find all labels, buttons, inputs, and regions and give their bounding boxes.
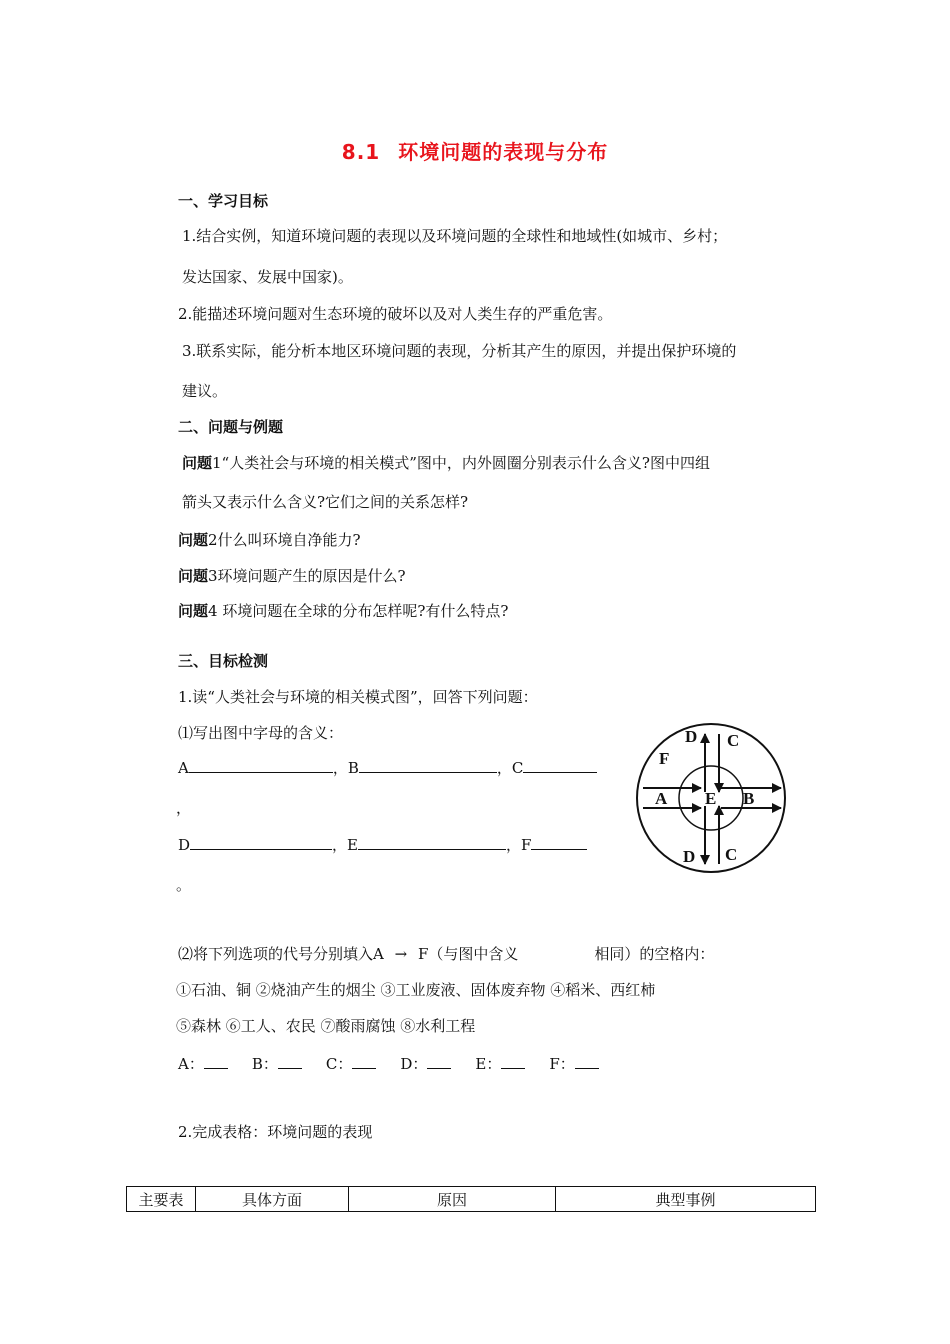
blank-a[interactable] bbox=[189, 758, 333, 773]
answer-blank-b[interactable] bbox=[278, 1054, 302, 1069]
exercise-1: 1.读“人类社会与环境的相关模式图”，回答下列问题： bbox=[178, 688, 538, 706]
label-c-top: C bbox=[727, 731, 740, 750]
exercise-1-part2: ⑵将下列选项的代号分别填入A → F（与图中含义 相同）的空格内： bbox=[178, 945, 715, 963]
table-header-cell: 典型事例 bbox=[556, 1187, 816, 1212]
table-header-cell: 主要表 bbox=[127, 1187, 196, 1212]
exercise-2: 2.完成表格：环境问题的表现 bbox=[178, 1123, 373, 1141]
goal-3-line1: 3.联系实际，能分析本地区环境问题的表现，分析其产生的原因，并提出保护环境的 bbox=[182, 342, 737, 360]
goal-3-line2: 建议。 bbox=[182, 382, 228, 400]
label-d-bottom: D bbox=[683, 847, 696, 866]
label-e: E bbox=[705, 789, 717, 808]
period: 。 bbox=[176, 876, 192, 894]
label-c-bottom: C bbox=[725, 845, 738, 864]
answer-row-def: D ，E ，F bbox=[178, 834, 587, 855]
table-header-cell: 原因 bbox=[349, 1187, 556, 1212]
answer-row-abc: A ，B ，C bbox=[178, 757, 597, 778]
options-line-2: ⑤森林 ⑥工人、农民 ⑦酸雨腐蚀 ⑧水利工程 bbox=[176, 1017, 476, 1035]
label-f: F bbox=[659, 749, 670, 768]
goal-1-line1: 1.结合实例，知道环境问题的表现以及环境问题的全球性和地域性(如城市、乡村； bbox=[182, 227, 728, 245]
options-line-1: ①石油、铜 ②烧油产生的烟尘 ③工业废液、固体废弃物 ④稻米、西红柿 bbox=[176, 981, 656, 999]
blank-e[interactable] bbox=[358, 835, 506, 850]
section-heading-questions: 二、问题与例题 bbox=[178, 418, 284, 436]
page-title: 8.1 环境问题的表现与分布 bbox=[341, 140, 609, 164]
label-b: B bbox=[743, 789, 755, 808]
comma: ， bbox=[176, 799, 192, 817]
goal-1-line2: 发达国家、发展中国家)。 bbox=[182, 268, 353, 286]
section-heading-check: 三、目标检测 bbox=[178, 652, 269, 670]
label-d-top: D bbox=[685, 727, 698, 746]
environment-problems-table bbox=[126, 1186, 816, 1212]
table-header-row bbox=[127, 1187, 816, 1212]
goal-2: 2.能描述环境问题对生态环境的破坏以及对人类生存的严重危害。 bbox=[178, 305, 613, 323]
blank-c[interactable] bbox=[523, 758, 597, 773]
answer-blanks-row: A： B： C： D： E： F： bbox=[178, 1053, 599, 1074]
table-header-cell: 具体方面 bbox=[196, 1187, 349, 1212]
question-1-line2: 箭头又表示什么含义?它们之间的关系怎样? bbox=[182, 493, 469, 511]
question-2: 问题2什么叫环境自净能力? bbox=[178, 531, 361, 549]
answer-blank-e[interactable] bbox=[501, 1054, 525, 1069]
label-a: A bbox=[655, 789, 668, 808]
question-3: 问题3环境问题产生的原因是什么? bbox=[178, 567, 406, 585]
human-environment-model-diagram bbox=[635, 722, 787, 874]
answer-blank-f[interactable] bbox=[575, 1054, 599, 1069]
answer-blank-a[interactable] bbox=[204, 1054, 228, 1069]
question-1-line1: 问题1“人类社会与环境的相关模式”图中，内外圆圈分别表示什么含义?图中四组 bbox=[182, 454, 710, 472]
question-4: 问题4 环境问题在全球的分布怎样呢?有什么特点? bbox=[178, 602, 509, 620]
answer-blank-c[interactable] bbox=[352, 1054, 376, 1069]
blank-d[interactable] bbox=[190, 835, 332, 850]
exercise-1-part1: ⑴写出图中字母的含义： bbox=[178, 724, 344, 742]
blank-f[interactable] bbox=[531, 835, 587, 850]
blank-b[interactable] bbox=[359, 758, 497, 773]
section-heading-goals: 一、学习目标 bbox=[178, 192, 269, 210]
answer-blank-d[interactable] bbox=[427, 1054, 451, 1069]
